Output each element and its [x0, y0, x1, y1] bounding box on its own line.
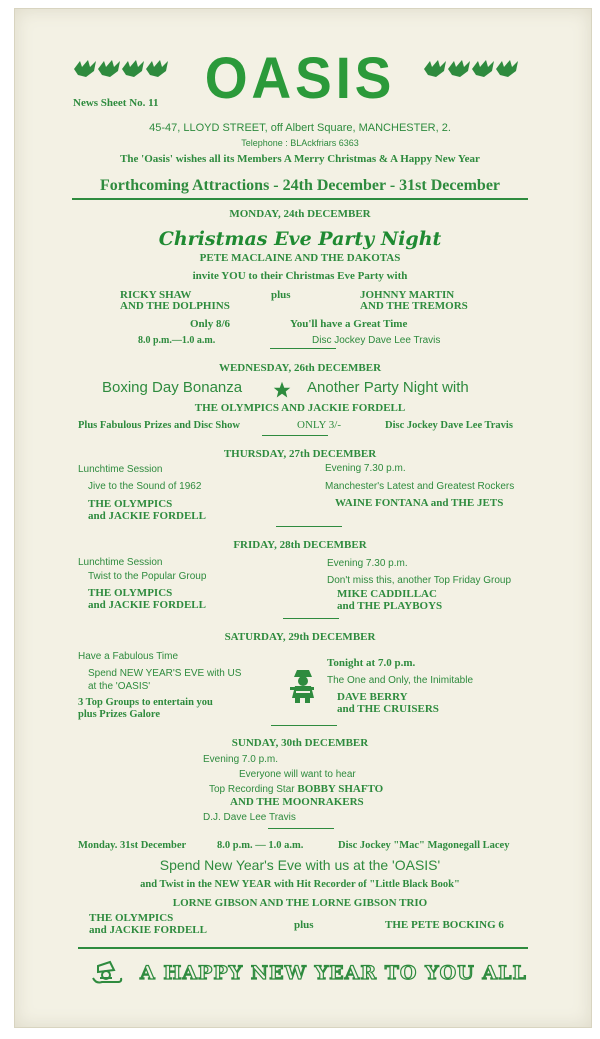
fri28-lunch: Lunchtime Session [78, 557, 163, 568]
mon24-price: Only 8/6 [190, 318, 231, 330]
telephone: Telephone : BLAckfriars 6363 [241, 138, 359, 148]
mon24-title: Christmas Eve Party Night [158, 228, 442, 250]
wed26-date: WEDNESDAY, 26th DECEMBER [218, 362, 382, 374]
sat29-left1: Have a Fabulous Time [78, 651, 179, 662]
mon24-host: PETE MACLAINE AND THE DAKOTAS [199, 252, 401, 264]
mon31-date: Monday. 31st December [78, 840, 187, 851]
mon31-headline: Spend New Year's Eve with us at the 'OASIS' [159, 857, 441, 873]
thu27-lunch-band: THE OLYMPICS [88, 498, 173, 510]
santa-sleigh-icon [90, 958, 124, 986]
sat29-left5: plus Prizes Galore [78, 709, 161, 720]
wed26-prizes: Plus Fabulous Prizes and Disc Show [78, 420, 240, 431]
sun30-band: AND THE MOONRAKERS [230, 796, 364, 808]
fri28-evening-band-sub: and THE PLAYBOYS [337, 600, 443, 612]
wed26-dj: Disc Jockey Dave Lee Travis [385, 420, 513, 431]
divider [78, 947, 528, 949]
sun30-star: BOBBY SHAFTO [297, 783, 384, 795]
mon24-invite: invite YOU to their Christmas Eve Party with [192, 270, 408, 282]
mon24-plus: plus [271, 289, 291, 301]
santa-icon [287, 668, 317, 704]
mon31-plus: plus [294, 919, 314, 931]
mon31-band2: THE PETE BOCKING 6 [385, 919, 504, 931]
mon24-dj: Disc Jockey Dave Lee Travis [312, 335, 441, 346]
fri28-lunch-band-sub: and JACKIE FORDELL [88, 599, 206, 611]
wed26-right: Another Party Night with [307, 379, 469, 396]
divider [72, 198, 528, 200]
mon31-time: 8.0 p.m. — 1.0 a.m. [217, 840, 304, 851]
sat29-left2: Spend NEW YEAR'S EVE with US [88, 668, 242, 679]
thu27-lunch-band-sub: and JACKIE FORDELL [88, 510, 206, 522]
fri28-lunch-band: THE OLYMPICS [88, 587, 173, 599]
wed26-price: ONLY 3/- [297, 419, 342, 431]
thu27-evening-band: WAINE FONTANA and THE JETS [335, 497, 504, 509]
holly-icon-right [422, 58, 522, 80]
sun30-star-line [209, 783, 383, 795]
divider [262, 435, 328, 436]
mon24-time: 8.0 p.m.—1.0 a.m. [138, 335, 216, 346]
sat29-left4: 3 Top Groups to entertain you [78, 697, 213, 708]
mon31-band1: THE OLYMPICS [89, 912, 174, 924]
sun30-line1: Everyone will want to hear [239, 769, 356, 780]
mon24-band1: RICKY SHAW [120, 289, 192, 301]
sun30-star-pre: Top Recording Star [209, 784, 295, 795]
fri28-evening-desc: Don't miss this, another Top Friday Group [327, 575, 512, 586]
divider [283, 618, 339, 619]
thu27-lunch: Lunchtime Session [78, 464, 163, 475]
thu27-lunch-desc: Jive to the Sound of 1962 [88, 481, 202, 492]
fri28-date: FRIDAY, 28th DECEMBER [233, 539, 367, 551]
footer-banner: A HAPPY NEW YEAR TO YOU ALL [140, 962, 527, 984]
thu27-date: THURSDAY, 27th DECEMBER [223, 448, 377, 460]
mon24-promise: You'll have a Great Time [290, 318, 408, 330]
mon24-band1-sub: AND THE DOLPHINS [120, 300, 230, 312]
sat29-right1: Tonight at 7.0 p.m. [327, 657, 416, 669]
mon24-date: MONDAY, 24th DECEMBER [229, 208, 371, 220]
sat29-right2: The One and Only, the Inimitable [327, 675, 474, 686]
wed26-bands: THE OLYMPICS AND JACKIE FORDELL [194, 402, 406, 414]
star-icon [273, 381, 291, 399]
fri28-lunch-desc: Twist to the Popular Group [88, 571, 207, 582]
wed26-left: Boxing Day Bonanza [102, 379, 243, 396]
divider [270, 348, 336, 349]
greeting: The 'Oasis' wishes all its Members A Merry Christmas & A Happy New Year [120, 153, 480, 165]
address: 45-47, LLOYD STREET, off Albert Square, MANCHESTER, 2. [149, 122, 451, 134]
divider [276, 526, 342, 527]
sat29-date: SATURDAY, 29th DECEMBER [224, 631, 376, 643]
holly-icon-left [72, 58, 172, 80]
fri28-evening: Evening 7.30 p.m. [327, 558, 408, 569]
sat29-left3: at the 'OASIS' [88, 681, 151, 692]
oasis-logo: OASIS [204, 46, 396, 111]
attractions-heading: Forthcoming Attractions - 24th December - 31st December [99, 177, 501, 194]
divider [271, 725, 337, 726]
sat29-right4: and THE CRUISERS [337, 703, 439, 715]
sun30-date: SUNDAY, 30th DECEMBER [231, 737, 369, 749]
divider [268, 828, 334, 829]
mon31-twist: and Twist in the NEW YEAR with Hit Recorder of "Little Black Book" [140, 879, 460, 890]
mon24-band2-sub: AND THE TREMORS [360, 300, 468, 312]
thu27-evening: Evening 7.30 p.m. [325, 463, 406, 474]
mon31-dj: Disc Jockey "Mac" Magonegall Lacey [338, 840, 510, 851]
sat29-right3: DAVE BERRY [337, 691, 408, 703]
mon31-star: LORNE GIBSON AND THE LORNE GIBSON TRIO [172, 897, 428, 909]
sun30-dj: D.J. Dave Lee Travis [203, 812, 296, 823]
sun30-evening: Evening 7.0 p.m. [203, 754, 279, 765]
news-sheet-number: News Sheet No. 11 [73, 97, 159, 109]
mon24-band2: JOHNNY MARTIN [360, 289, 455, 301]
fri28-evening-band: MIKE CADDILLAC [337, 588, 437, 600]
mon31-band1-sub: and JACKIE FORDELL [89, 924, 207, 936]
thu27-evening-desc: Manchester's Latest and Greatest Rockers [325, 481, 515, 492]
